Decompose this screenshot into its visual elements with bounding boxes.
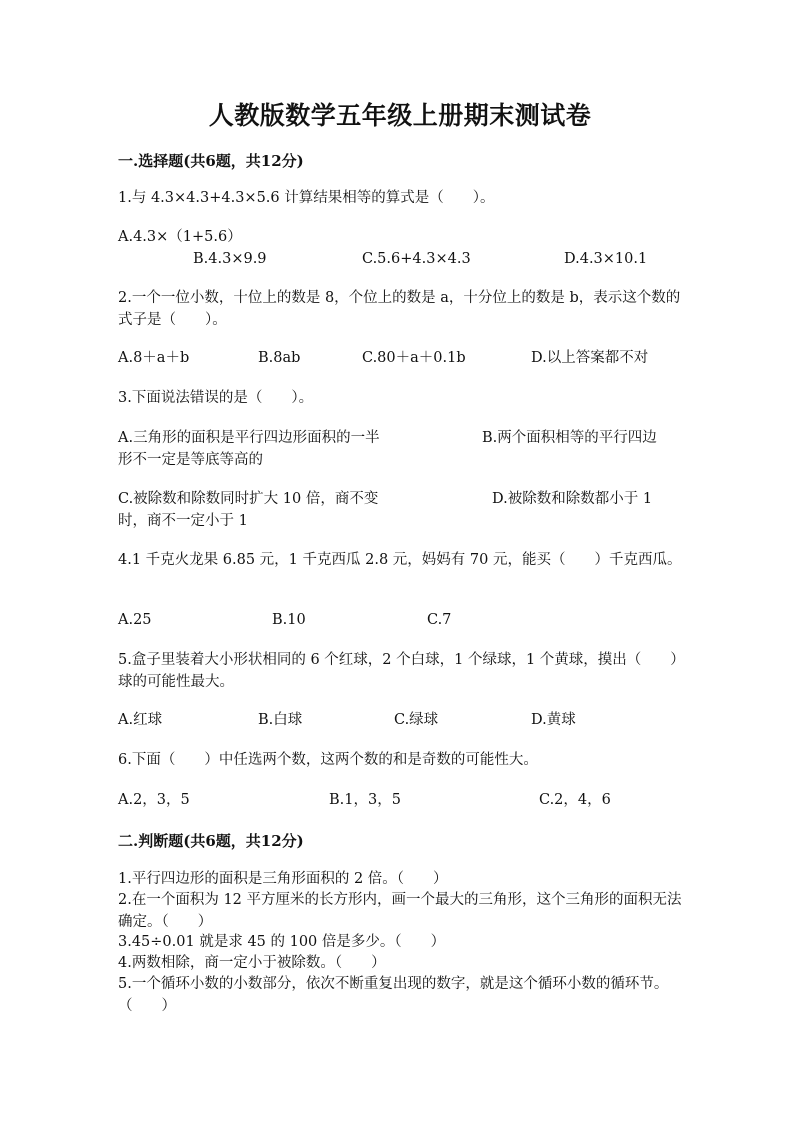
judge-item-2: 2.在一个面积为 12 平方厘米的长方形内，画一个最大的三角形，这个三角形的面积无法确定。（ ）: [118, 892, 682, 930]
judge-item-3: 3.45÷0.01 就是求 45 的 100 倍是多少。（ ）: [118, 934, 446, 950]
judge-item-5: 5.一个循环小数的小数部分，依次不断重复出现的数字，就是这个循环小数的循环节。（ ）: [118, 976, 669, 1014]
judge-item-1: 1.平行四边形的面积是三角形面积的 2 倍。（ ）: [118, 871, 448, 887]
question-4-option-b: B.10: [272, 612, 306, 628]
question-4-option-a: A.25: [118, 612, 152, 628]
question-6-option-a: A.2，3，5: [118, 792, 190, 808]
judge-item-4: 4.两数相除，商一定小于被除数。（ ）: [118, 955, 386, 971]
question-5-option-b: B.白球: [258, 712, 303, 728]
question-2-option-b: B.8ab: [258, 350, 301, 366]
question-1-option-a: A.4.3×（1+5.6）: [118, 229, 242, 245]
question-3-option-b-continued: 形不一定是等底等高的: [118, 452, 263, 468]
question-6-option-c: C.2，4，6: [539, 792, 611, 808]
question-2-stem: 2.一个一位小数，十位上的数是 8，个位上的数是 a，十分位上的数是 b，表示这个数的式子是（ ）。: [118, 290, 681, 328]
question-1-option-c: C.5.6+4.3×4.3: [362, 251, 471, 267]
question-3-stem: 3.下面说法错误的是（ ）。: [118, 390, 314, 406]
question-3-option-d: D.被除数和除数都小于 1: [492, 491, 653, 507]
question-2-option-d: D.以上答案都不对: [531, 350, 649, 366]
question-3-option-a: A.三角形的面积是平行四边形面积的一半: [118, 430, 380, 446]
question-5-stem: 5.盒子里装着大小形状相同的 6 个红球，2 个白球，1 个绿球，1 个黄球，摸出（ ）球的可能性最大。: [118, 652, 685, 690]
question-1-option-b: B.4.3×9.9: [193, 251, 267, 267]
question-6-option-b: B.1，3，5: [329, 792, 401, 808]
question-2-option-c: C.80＋a＋0.1b: [362, 350, 466, 366]
question-4-stem: 4.1 千克火龙果 6.85 元，1 千克西瓜 2.8 元，妈妈有 70 元，能买（ ）千克西瓜。: [118, 552, 682, 568]
question-1-option-d: D.4.3×10.1: [564, 251, 648, 267]
question-3-option-b: B.两个面积相等的平行四边: [482, 430, 657, 446]
question-5-option-a: A.红球: [118, 712, 163, 728]
question-6-stem: 6.下面（ ）中任选两个数，这两个数的和是奇数的可能性大。: [118, 752, 538, 768]
question-5-option-c: C.绿球: [394, 712, 439, 728]
question-1-stem: 1.与 4.3×4.3+4.3×5.6 计算结果相等的算式是（ ）。: [118, 190, 495, 206]
question-2-option-a: A.8＋a＋b: [118, 350, 190, 366]
section-heading-choice: 一.选择题(共6题，共12分): [118, 152, 304, 170]
question-5-option-d: D.黄球: [531, 712, 576, 728]
section-heading-judge: 二.判断题(共6题，共12分): [118, 832, 304, 850]
question-3-option-c: C.被除数和除数同时扩大 10 倍，商不变: [118, 491, 379, 507]
question-3-option-d-continued: 时，商不一定小于 1: [118, 513, 248, 529]
page-title: 人教版数学五年级上册期末测试卷: [208, 101, 592, 130]
question-4-option-c: C.7: [427, 612, 452, 628]
